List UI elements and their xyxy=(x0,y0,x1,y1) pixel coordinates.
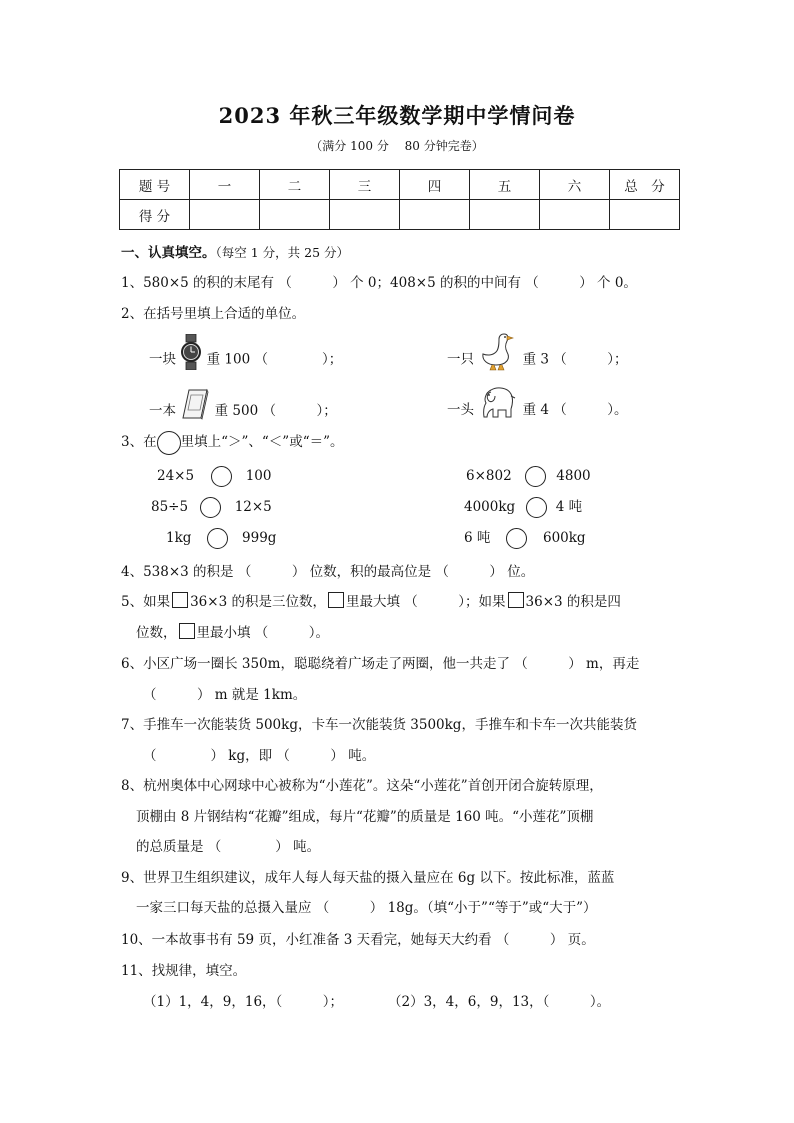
page-subtitle: （满分 100 分 80 分钟完卷） xyxy=(310,139,484,153)
q3-right: 4800 xyxy=(556,468,591,484)
score-cell[interactable] xyxy=(470,200,540,230)
elephant-suffix: 重 4 （ ）。 xyxy=(522,402,628,418)
question-8-line-1: 8、杭州奥体中心网球中心被称为“小莲花”。这朵“小莲花”首创开闭合旋转原理， xyxy=(121,778,603,794)
q5-text: 36×3 的积是四 xyxy=(525,594,621,610)
q3-left: 1kg xyxy=(166,530,192,546)
q5-text: 5、如果 xyxy=(121,594,171,610)
q3-left: 6×802 xyxy=(466,468,512,484)
question-6-line-2: （ ） m 就是 1km。 xyxy=(143,687,307,703)
q3-item-4 xyxy=(464,494,582,520)
goose-icon xyxy=(478,331,518,389)
compare-circle[interactable] xyxy=(506,528,527,549)
score-cell[interactable] xyxy=(330,200,400,230)
question-11-part-1: （1）1，4，9，16，（ ）； xyxy=(143,994,344,1010)
question-7-line-2: （ ） kg，即 （ ） 吨。 xyxy=(143,748,376,764)
question-10: 10、一本故事书有 59 页，小红准备 3 天看完，她每天大约看 （ ） 页。 xyxy=(121,932,595,948)
question-5-line-2 xyxy=(136,621,329,641)
q3-title-suffix: 里填上“＞”、“＜”或“＝”。 xyxy=(180,434,344,450)
page-title: 2023 年秋三年级数学期中学情问卷 xyxy=(218,103,576,128)
q3-right: 12×5 xyxy=(234,499,272,515)
blank-box[interactable] xyxy=(172,592,188,608)
score-cell[interactable] xyxy=(540,200,610,230)
score-table-header-cell: 四 xyxy=(400,170,470,200)
q5-text: 里最大填 （ ）；如果 xyxy=(345,594,506,610)
section-1-heading xyxy=(121,241,349,261)
q3-right: 600kg xyxy=(542,530,586,546)
question-7-line-1: 7、手推车一次能装货 500kg，卡车一次能装货 3500kg，手推车和卡车一次共能装货 xyxy=(121,717,637,733)
question-8-line-3: 的总质量是 （ ） 吨。 xyxy=(136,839,321,855)
question-2-goose xyxy=(447,331,628,375)
watch-icon xyxy=(180,334,202,386)
q3-item-5 xyxy=(166,525,276,551)
blank-box[interactable] xyxy=(328,592,344,608)
watch-suffix: 重 100 （ ）； xyxy=(206,351,343,368)
section-1-note: （每空 1 分，共 25 分） xyxy=(215,245,350,260)
question-1: 1、580×5 的积的末尾有 （ ） 个 0；408×5 的积的中间有 （ ） 个 0。 xyxy=(121,275,637,291)
question-2-title: 2、在括号里填上合适的单位。 xyxy=(121,306,306,322)
score-cell[interactable] xyxy=(190,200,260,230)
question-2-book xyxy=(149,388,337,426)
q3-right: 999g xyxy=(242,530,277,546)
compare-circle[interactable] xyxy=(207,528,228,549)
score-cell[interactable] xyxy=(260,200,330,230)
compare-circle[interactable] xyxy=(525,466,546,487)
blank-box[interactable] xyxy=(508,592,524,608)
compare-circle[interactable] xyxy=(211,466,232,487)
q5-text: 位数， xyxy=(136,625,177,641)
question-4: 4、538×3 的积是 （ ） 位数，积的最高位是 （ ） 位。 xyxy=(121,564,535,580)
score-table-header-row xyxy=(120,170,680,200)
section-1-title: 一、认真填空。 xyxy=(121,245,216,261)
compare-circle[interactable] xyxy=(526,497,547,518)
score-table-header-cell: 三 xyxy=(330,170,400,200)
question-11-title: 11、找规律，填空。 xyxy=(121,963,247,979)
q3-item-6 xyxy=(464,525,586,551)
score-table-header-cell: 二 xyxy=(260,170,330,200)
q3-item-1 xyxy=(157,463,271,489)
compare-circle[interactable] xyxy=(200,497,221,518)
q3-item-3 xyxy=(151,494,272,520)
goose-prefix: 一只 xyxy=(447,351,474,368)
question-8-line-2: 顶棚由 8 片钢结构“花瓣”组成，每片“花瓣”的质量是 160 吨。“小莲花”顶棚 xyxy=(136,809,594,825)
score-table xyxy=(119,169,680,230)
compare-circle-icon xyxy=(157,431,181,455)
q3-right: 100 xyxy=(245,468,272,484)
elephant-prefix: 一头 xyxy=(447,402,474,418)
question-2-watch xyxy=(149,334,342,374)
question-2-elephant xyxy=(447,384,628,426)
score-row-label: 得 分 xyxy=(120,200,190,230)
elephant-icon xyxy=(478,384,518,437)
question-9-line-2: 一家三口每天盐的总摄入量应 （ ） 18g。（填“小于”“等于”或“大于”） xyxy=(136,900,597,916)
book-prefix: 一本 xyxy=(149,403,176,419)
book-icon xyxy=(180,388,210,435)
q3-right: 4 吨 xyxy=(555,499,583,515)
q3-left: 85÷5 xyxy=(151,499,189,515)
question-11-part-2: （2）3，4，6，9，13，（ ）。 xyxy=(388,994,611,1010)
book-suffix: 重 500 （ ）； xyxy=(214,403,337,419)
score-cell[interactable] xyxy=(610,200,680,230)
score-table-header-cell: 一 xyxy=(190,170,260,200)
q3-left: 24×5 xyxy=(157,468,195,484)
score-table-header-cell: 题 号 xyxy=(120,170,190,200)
q3-item-2 xyxy=(466,463,591,489)
score-table-header-cell: 五 xyxy=(470,170,540,200)
q3-left: 6 吨 xyxy=(464,530,491,546)
question-6-line-1: 6、小区广场一圈长 350m，聪聪绕着广场走了两圈，他一共走了 （ ） m，再走 xyxy=(121,656,640,672)
question-3-title xyxy=(121,429,344,455)
q3-left: 4000kg xyxy=(464,499,516,515)
score-cell[interactable] xyxy=(400,200,470,230)
score-table-header-cell: 六 xyxy=(540,170,610,200)
goose-suffix: 重 3 （ ）； xyxy=(522,351,628,368)
watch-prefix: 一块 xyxy=(149,351,176,368)
blank-box[interactable] xyxy=(179,623,195,639)
question-5-line-1 xyxy=(121,590,621,610)
score-table-score-row xyxy=(120,200,680,230)
q5-text: 36×3 的积是三位数， xyxy=(190,594,326,610)
q5-text: 里最小填 （ ）。 xyxy=(196,625,330,641)
score-table-header-cell: 总 分 xyxy=(610,170,680,200)
q3-title-prefix: 3、在 xyxy=(121,434,157,450)
question-9-line-1: 9、世界卫生组织建议，成年人每人每天盐的摄入量应在 6g 以下。按此标准，蓝蓝 xyxy=(121,870,615,886)
